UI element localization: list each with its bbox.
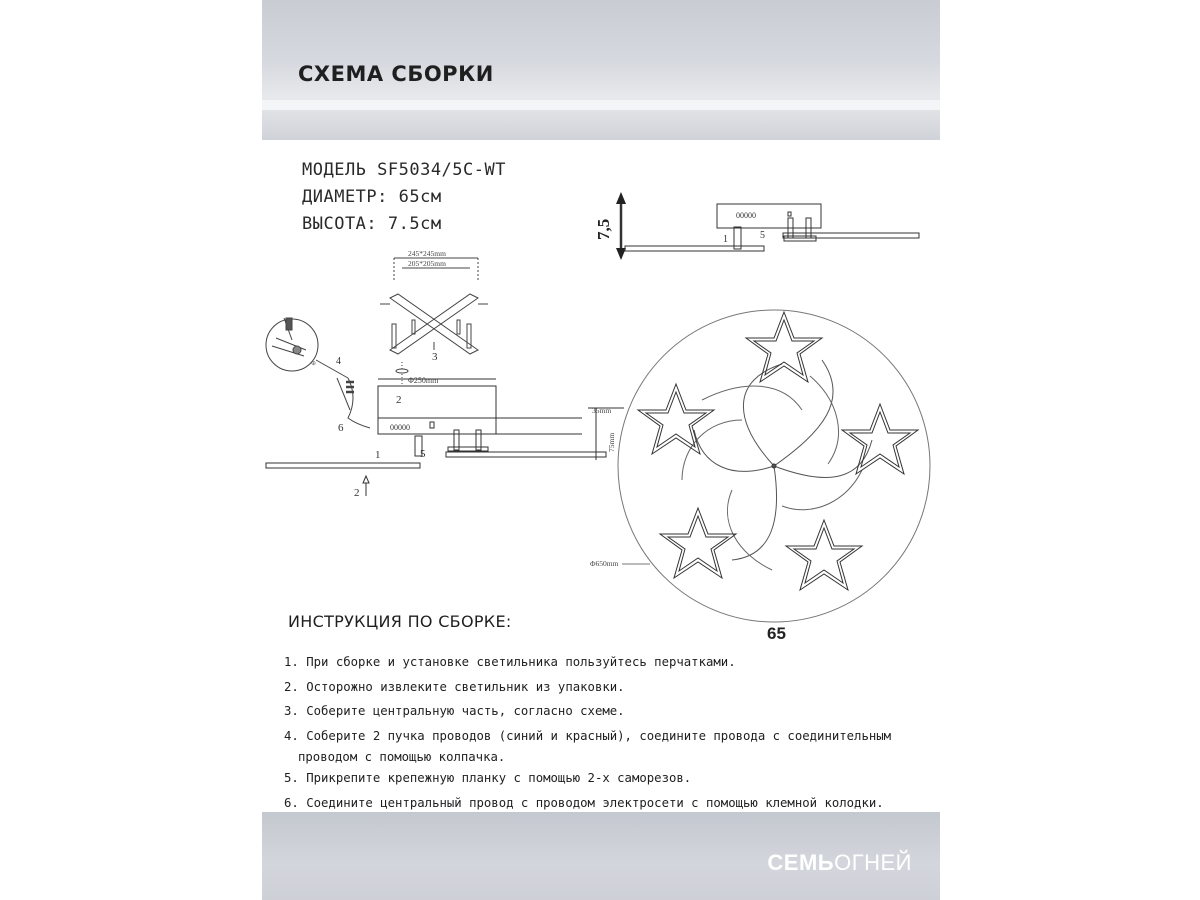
- base-assembly: [266, 356, 624, 499]
- callout-6: 6: [338, 422, 344, 434]
- callout-1-side: 1: [723, 234, 728, 245]
- mounting-cross-plate: [380, 249, 488, 384]
- base-depth-label: 35mm: [592, 406, 612, 415]
- label-code-base: 00000: [390, 423, 410, 432]
- model-name: МОДЕЛЬ SF5034/5C-WT: [302, 160, 506, 180]
- plate-size-inner: 205*205mm: [408, 259, 446, 268]
- assembly-diagram: [262, 150, 940, 630]
- svg-text:⊕: ⊕: [311, 361, 317, 367]
- top-view: [590, 310, 930, 622]
- brand-logo-light: ОГНЕЙ: [834, 850, 912, 875]
- star-right: [842, 404, 918, 474]
- instruction-step-3: 3. Соберите центральную часть, согласно схеме.: [284, 704, 625, 718]
- assembly-sheet: [262, 0, 940, 900]
- footer-band: [262, 812, 940, 900]
- star-left: [638, 384, 714, 454]
- overall-diameter-label: Φ650mm: [590, 559, 619, 568]
- base-diameter-label: Φ250mm: [408, 376, 439, 385]
- total-height-label: 75mm: [607, 432, 616, 452]
- instruction-step-4-line2: проводом с помощью колпачка.: [298, 750, 506, 764]
- callout-5-side: 5: [760, 230, 765, 241]
- instructions-title: ИНСТРУКЦИЯ ПО СБОРКЕ:: [288, 612, 512, 631]
- instruction-step-2: 2. Осторожно извлеките светильник из упаковки.: [284, 679, 625, 694]
- callout-1: 1: [375, 449, 381, 461]
- side-view: [594, 192, 919, 260]
- instructions-list: [284, 650, 934, 815]
- label-code-side: 00000: [736, 211, 756, 220]
- callout-3: 3: [432, 351, 438, 363]
- header-band: [262, 0, 940, 140]
- callout-2-upper: 2: [396, 394, 402, 406]
- instruction-step-4: [284, 724, 934, 767]
- height-dimension-label: 7,5: [594, 218, 613, 240]
- instruction-step-6: 6. Соедините центральный провод с проводом электросети с помощью клемной колодки.: [284, 795, 884, 810]
- star-bottom-left: [660, 508, 736, 578]
- brand-logo-bold: СЕМЬ: [767, 850, 835, 875]
- callout-2: 2: [354, 487, 360, 499]
- diameter-spec: ДИАМЕТР: 65см: [302, 187, 442, 207]
- header-divider: [262, 100, 940, 110]
- height-spec: ВЫСОТА: 7.5см: [302, 214, 442, 234]
- width-dimension-label: 65: [767, 624, 786, 643]
- callout-5: 5: [420, 448, 426, 460]
- callout-4: 4: [336, 356, 341, 367]
- wiring-detail: [266, 318, 370, 428]
- instruction-step-5: 5. Прикрепите крепежную планку с помощью 2-х саморезов.: [284, 771, 692, 785]
- brand-logo: [767, 850, 912, 876]
- star-top: [746, 312, 822, 382]
- star-bottom-right: [786, 520, 862, 590]
- instruction-step-1: 1. При сборке и установке светильника пользуйтесь перчатками.: [284, 655, 736, 669]
- plate-size-outer: 245*245mm: [408, 249, 446, 258]
- page-title: СХЕМА СБОРКИ: [298, 62, 494, 86]
- instruction-step-4-line1: 4. Соберите 2 пучка проводов (синий и красный), соедините провода с соединительным: [284, 728, 892, 743]
